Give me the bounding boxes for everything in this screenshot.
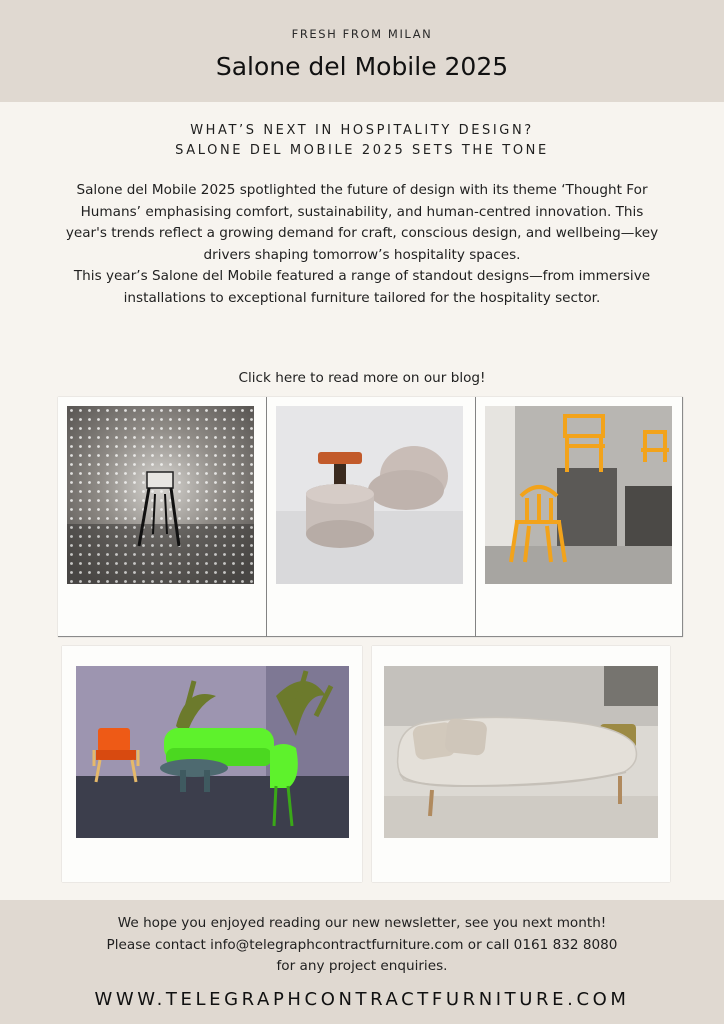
footer-message bbox=[0, 913, 724, 978]
article-subheading bbox=[0, 121, 724, 161]
footer-line-2: Please contact info@telegraphcontractfurniture.com or call 0161 832 8080 bbox=[106, 936, 618, 953]
yellow-chairs-photo bbox=[485, 406, 672, 584]
article-body bbox=[60, 180, 664, 309]
intro-paragraph-2: This year’s Salone del Mobile featured a range of standout designs—from immersive installations to exceptional furniture tailored for the hospitality sector. bbox=[73, 268, 651, 306]
footer-line-3: for any project enquiries. bbox=[276, 958, 448, 974]
header-eyebrow: FRESH FROM MILAN bbox=[291, 27, 433, 41]
photo-card-pouf bbox=[267, 397, 476, 637]
subheading-line-1: WHAT’S NEXT IN HOSPITALITY DESIGN? bbox=[190, 123, 534, 138]
photo-card-green-sofa bbox=[62, 646, 362, 882]
footer-banner bbox=[0, 900, 724, 1024]
blog-link[interactable]: Click here to read more on our blog! bbox=[238, 370, 486, 386]
infinity-room-photo bbox=[67, 406, 254, 584]
header-banner bbox=[0, 0, 724, 102]
subheading-line-2: SALONE DEL MOBILE 2025 SETS THE TONE bbox=[175, 143, 549, 158]
photo-card-white-sofa bbox=[372, 646, 670, 882]
footer-line-1: We hope you enjoyed reading our new newsletter, see you next month! bbox=[117, 915, 607, 931]
green-sofa-photo bbox=[76, 666, 349, 838]
photo-card-infinity-room bbox=[58, 397, 267, 637]
white-sofa-photo bbox=[384, 666, 658, 838]
website-link[interactable]: WWW.TELEGRAPHCONTRACTFURNITURE.COM bbox=[94, 989, 630, 1010]
photo-card-yellow-chairs bbox=[476, 397, 683, 637]
pouf-photo bbox=[276, 406, 463, 584]
intro-paragraph-1: Salone del Mobile 2025 spotlighted the future of design with its theme ‘Thought For Humans’ emphasising comfort, sustainability, and human-centred innovation. This year's trends reflect a growing demand for craft, conscious design, and wellbeing—key drivers shaping tomorrow’s hospitality spaces. bbox=[65, 182, 659, 263]
page-title: Salone del Mobile 2025 bbox=[215, 52, 509, 81]
